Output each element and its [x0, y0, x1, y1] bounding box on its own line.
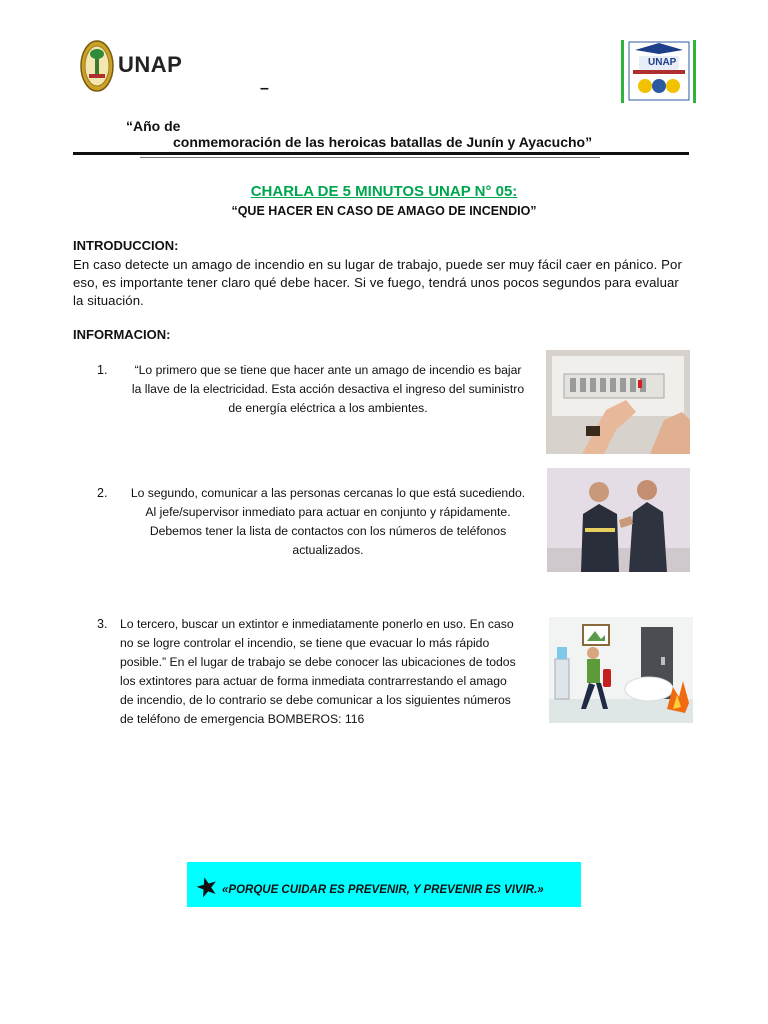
header-divider — [73, 152, 689, 155]
intro-text: En caso detecte un amago de incendio en su lugar de trabajo, puede ser muy fácil caer en pánico. Por eso, es importante tener claro qué debe hacer. Si ve fuego, tendrá unos pocos segundos para evaluar la situación. — [73, 257, 682, 308]
item-line: Al jefe/supervisor inmediato para actuar en conjunto y rápidamente. — [145, 505, 511, 519]
info-heading: INFORMACION: — [73, 327, 171, 342]
header-divider-thin — [140, 157, 600, 158]
intro-heading: INTRODUCCION: — [73, 238, 179, 253]
item-number: 2. — [97, 486, 108, 500]
coworkers-talking-photo — [547, 468, 690, 572]
item-line: “Lo primero que se tiene que hacer ante un amago de incendio es bajar — [134, 363, 522, 377]
breaker-panel-photo — [546, 350, 690, 454]
year-slogan-line1: “Año de — [126, 118, 181, 134]
item-number: 1. — [97, 363, 108, 377]
list-item — [120, 615, 538, 729]
item-line: la llave de la electricidad. Esta acción desactiva el ingreso del suministro — [131, 382, 525, 396]
item-line: no se logre controlar el incendio, se tiene que evacuar lo más rápido — [120, 636, 490, 650]
talk-subtitle: “QUE HACER EN CASO DE AMAGO DE INCENDIO” — [231, 204, 537, 218]
item-line: Debemos tener la lista de contactos con los números de teléfonos — [149, 524, 507, 538]
list-item — [118, 361, 538, 418]
item-line: actualizados. — [292, 543, 364, 557]
year-slogan-line2: conmemoración de las heroicas batallas de Junín y Ayacucho” — [173, 134, 593, 150]
safety-committee-logo — [621, 40, 696, 103]
right-logo-text: UNAP — [648, 57, 677, 68]
item-line: de incendio, de lo contrario se debe comunicar a los siguientes números — [120, 693, 511, 707]
item-line: de teléfono de emergencia BOMBEROS: 116 — [120, 712, 365, 726]
item-line: Lo tercero, buscar un extintor e inmediatamente ponerlo en uso. En caso — [120, 617, 514, 631]
fire-extinguisher-illustration — [549, 617, 693, 723]
header-dash: – — [260, 80, 269, 97]
list-item — [118, 484, 538, 560]
motto-text: «PORQUE CUIDAR ES PREVENIR, Y PREVENIR ES VIVIR.» — [222, 884, 544, 896]
item-line: Lo segundo, comunicar a las personas cercanas lo que está sucediendo. — [130, 486, 526, 500]
talk-title: CHARLA DE 5 MINUTOS UNAP N° 05: — [250, 183, 518, 200]
brand-name: UNAP — [118, 52, 183, 77]
star-icon — [196, 876, 218, 898]
item-number: 3. — [97, 617, 108, 631]
item-line: de energía eléctrica a los ambientes. — [228, 401, 428, 415]
university-seal-logo — [80, 40, 114, 92]
item-line: posible.” En el lugar de trabajo se debe conocer las ubicaciones de todos — [120, 655, 516, 669]
item-line: los extintores para actuar de forma inmediata contrarrestando el amago — [120, 674, 507, 688]
